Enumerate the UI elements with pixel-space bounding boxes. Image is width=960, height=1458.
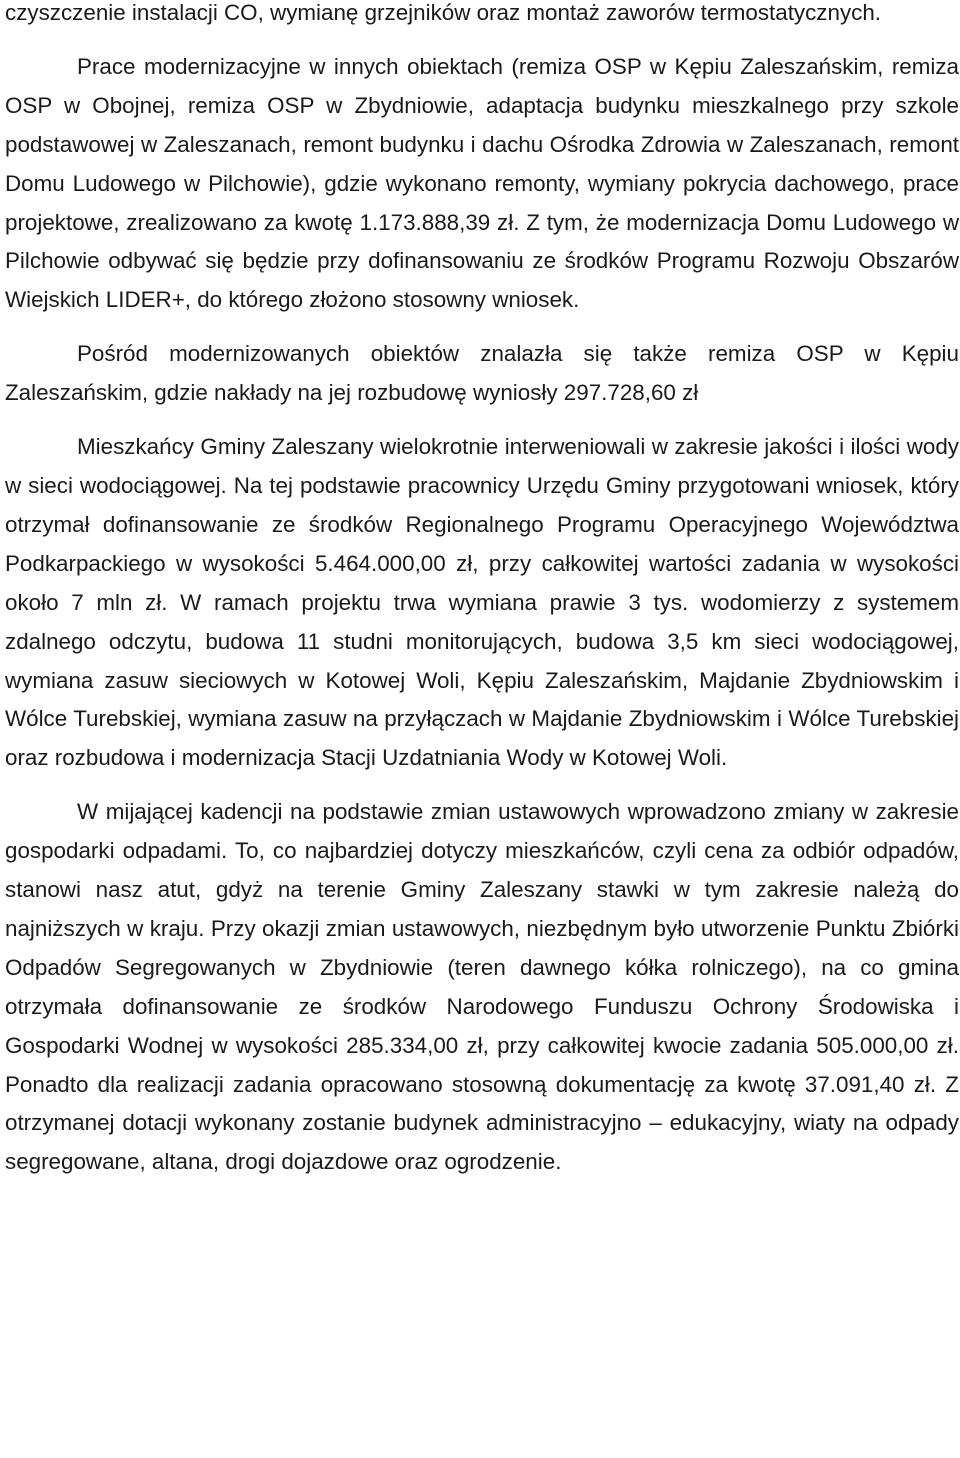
document-body — [5, 0, 959, 1182]
paragraph-water-network: Mieszkańcy Gminy Zaleszany wielokrotnie interweniowali w zakresie jakości i ilości wody w sieci wodociągowej. Na tej podstawie pracownicy Urzędu Gminy przygotowani wniosek, który otrzymał dofinansowanie ze środków Regionalnego Programu Operacyjnego Województwa Podkarpackiego w wysokości 5.464.000,00 zł, przy całkowitej wartości zadania w wysokości około 7 mln zł. W ramach projektu trwa wymiana prawie 3 tys. wodomierzy z systemem zdalnego odczytu, budowa 11 studni monitorujących, budowa 3,5 km sieci wodociągowej, wymiana zasuw sieciowych w Kotowej Woli, Kępiu Zaleszańskim, Majdanie Zbydniowskim i Wólce Turebskiej, wymiana zasuw na przyłączach w Majdanie Zbydniowskim i Wólce Turebskiej oraz rozbudowa i modernizacja Stacji Uzdatniania Wody w Kotowej Woli. — [5, 434, 959, 771]
paragraph-continued: czyszczenie instalacji CO, wymianę grzejników oraz montaż zaworów termostatycznych. — [5, 0, 882, 25]
paragraph-modernization-osp: Prace modernizacyjne w innych obiektach (remiza OSP w Kępiu Zaleszańskim, remiza OSP w Obojnej, remiza OSP w Zbydniowie, adaptacja budynku mieszkalnego przy szkole podstawowej w Zaleszanach, remont budynku i dachu Ośrodka Zdrowia w Zaleszanach, remont Domu Ludowego w Pilchowie), gdzie wykonano remonty, wymiany pokrycia dachowego, prace projektowe, zrealizowano za kwotę 1.173.888,39 zł. Z tym, że modernizacja Domu Ludowego w Pilchowie odbywać się będzie przy dofinansowaniu ze środków Programu Rozwoju Obszarów Wiejskich LIDER+, do którego złożono stosowny wniosek. — [5, 53, 959, 313]
paragraph-remiza-kepie: Pośród modernizowanych obiektów znalazła się także remiza OSP w Kępiu Zaleszańskim, gdzie nakłady na jej rozbudowę wyniosły 297.728,60 zł — [5, 341, 959, 406]
paragraph-waste-management: W mijającej kadencji na podstawie zmian ustawowych wprowadzono zmiany w zakresie gospodarki odpadami. To, co najbardziej dotyczy mieszkańców, czyli cena za odbiór odpadów, stanowi nasz atut, gdyż na terenie Gminy Zaleszany stawki w tym zakresie należą do najniższych w kraju. Przy okazji zmian ustawowych, niezbędnym było utworzenie Punktu Zbiórki Odpadów Segregowanych w Zbydniowie (teren dawnego kółka rolniczego), na co gmina otrzymała dofinansowanie ze środków Narodowego Funduszu Ochrony Środowiska i Gospodarki Wodnej w wysokości 285.334,00 zł, przy całkowitej kwocie zadania 505.000,00 zł. Ponadto dla realizacji zadania opracowano stosowną dokumentację za kwotę 37.091,40 zł. Z otrzymanej dotacji wykonany zostanie budynek administracyjno – edukacyjny, wiaty na odpady segregowane, altana, drogi dojazdowe oraz ogrodzenie. — [5, 799, 959, 1175]
